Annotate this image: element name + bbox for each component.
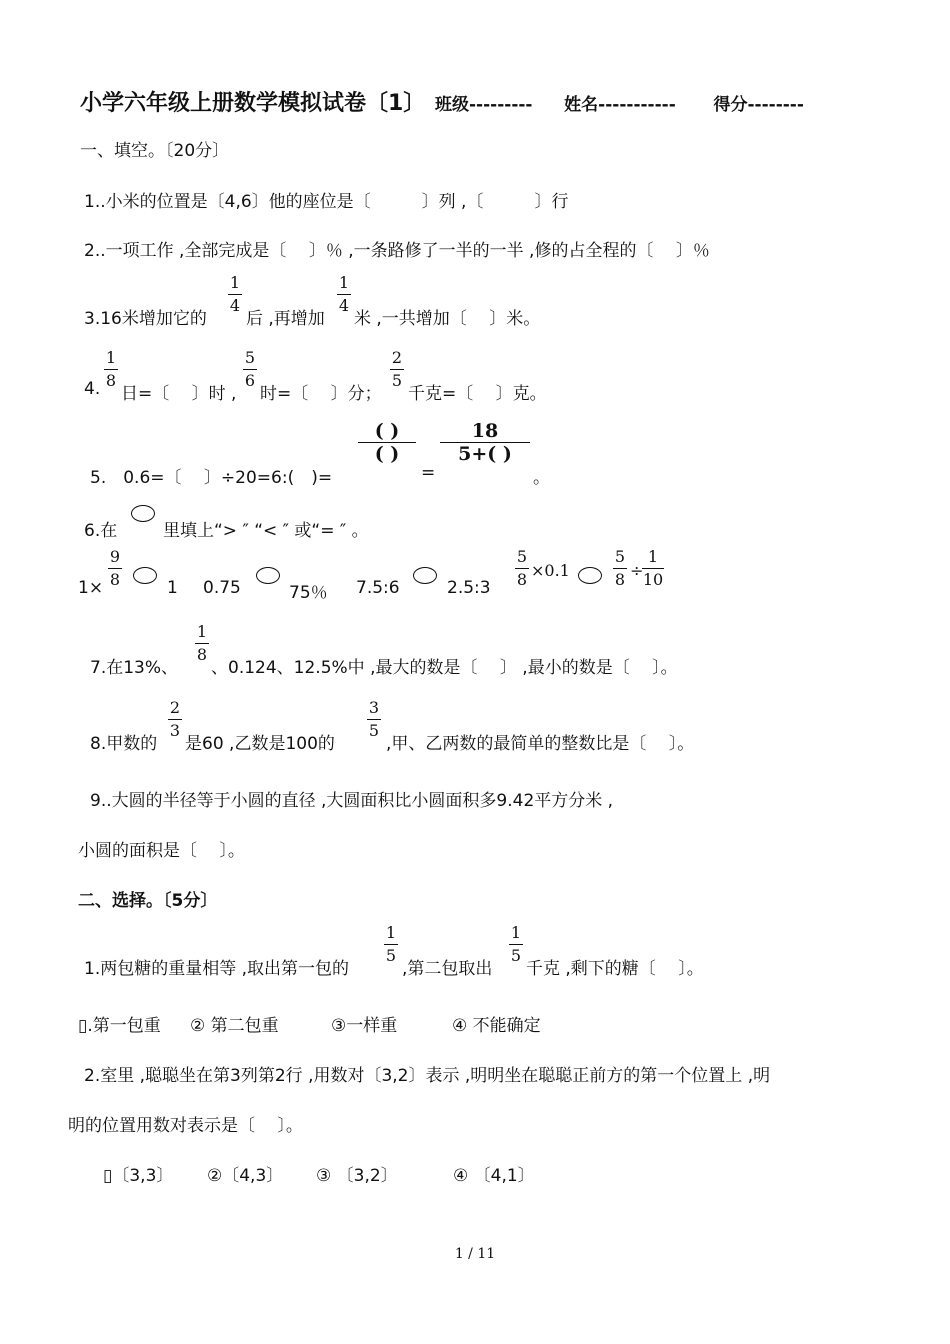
option-3[interactable]: ③ 〔3,2〕 [316,1166,398,1186]
question-1-9-line2: 小圆的面积是〔 〕。 [78,841,245,861]
q4-part-b: 日=〔 〕时 , [121,384,237,404]
q5-part-a: 5. 0.6=〔 〕÷20=6:( )= [90,468,333,488]
denominator: 5 [368,721,380,740]
fraction-blank [358,422,416,463]
section1-heading: 一、填空。〔20分〕 [80,141,230,161]
option-3[interactable]: ③一样重 [331,1016,398,1036]
denominator: 8 [105,371,117,390]
numerator: 5 [244,348,256,367]
numerator: 9 [109,547,121,566]
numerator: 5 [614,547,626,566]
fraction [243,349,257,390]
fraction [515,548,529,589]
q8-part-c: ,甲、乙两数的最简单的整数比是〔 〕。 [386,734,695,754]
fraction [104,349,118,390]
numerator: 1 [229,273,241,292]
q6-item2-b: 75％ [289,583,328,603]
numerator: ( ) [374,420,400,442]
s2q1-part-c: 千克 ,剩下的糖〔 〕。 [526,959,704,979]
denominator: 5 [385,946,397,965]
fraction [367,699,381,740]
option-2[interactable]: ②〔4,3〕 [207,1166,284,1186]
fraction [613,548,627,589]
fraction-18 [440,422,530,463]
q6-item3-a: 7.5:6 [356,578,400,598]
q6-item1-b: 1 [167,578,178,598]
fraction [108,548,122,589]
denominator: 8 [614,570,626,589]
numerator: 1 [105,348,117,367]
denominator: 5 [391,371,403,390]
question-2-2-line2: 明的位置用数对表示是〔 〕。 [68,1116,303,1136]
q7-part-b: 、0.124、12.5%中 ,最大的数是〔 〕 ,最小的数是〔 〕。 [211,658,678,678]
fraction [384,924,398,965]
q8-part-a: 8.甲数的 [90,734,158,754]
denominator: 5+( ) [458,443,512,465]
q5-equals: = [421,463,436,483]
fraction [390,349,404,390]
q6-item3-b: 2.5:3 [447,578,491,598]
denominator: 5 [510,946,522,965]
compare-circle[interactable] [578,567,602,584]
denominator: 6 [244,371,256,390]
compare-circle [131,505,155,522]
option-2[interactable]: ② 第二包重 [190,1016,279,1036]
denominator: ( ) [374,443,400,465]
compare-circle[interactable] [413,567,437,584]
q4-part-d: 千克=〔 〕克。 [408,384,547,404]
fraction [228,274,242,315]
q6-item4-div: ÷ [630,561,644,580]
fraction [642,548,664,589]
question-2-2-line1: 2.室里 ,聪聪坐在第3列第2行 ,用数对〔3,2〕表示 ,明明坐在聪聪正前方的第一个位置上 ,明 [84,1066,771,1086]
q6-item2-a: 0.75 [203,578,241,598]
denominator: 8 [516,570,528,589]
option-1[interactable]: ▯〔3,3〕 [103,1166,174,1186]
q4-part-c: 时=〔 〕分； [260,384,382,404]
numerator: 3 [368,698,380,717]
denominator: 10 [642,570,664,589]
fraction [168,699,182,740]
numerator: 18 [471,420,499,442]
score-field: 得分-------- [713,95,804,115]
compare-circle[interactable] [256,567,280,584]
denominator: 3 [169,721,181,740]
numerator: 5 [516,547,528,566]
q6-part-a: 6.在 [84,521,118,541]
option-4[interactable]: ④ 不能确定 [452,1016,541,1036]
q3-part-a: 3.16米增加它的 [84,309,207,329]
name-field: 姓名----------- [564,95,676,115]
q3-part-c: 米 ,一共增加〔 〕米。 [354,309,541,329]
fraction [509,924,523,965]
numerator: 1 [385,923,397,942]
s2q1-part-a: 1.两包糖的重量相等 ,取出第一包的 [84,959,350,979]
numerator: 1 [647,547,659,566]
section2-heading: 二、选择。〔5分〕 [78,891,218,911]
denominator: 8 [196,645,208,664]
numerator: 1 [510,923,522,942]
q6-item4-mult: ×0.1 [531,561,570,580]
s2q1-part-b: ,第二包取出 [402,959,493,979]
denominator: 8 [109,570,121,589]
q4-part-a: 4. [84,379,101,399]
numerator: 1 [338,273,350,292]
fraction [195,623,209,664]
denominator: 4 [338,296,350,315]
q5-end: 。 [533,468,550,488]
page-title [80,86,804,117]
q6-item1-a: 1× [78,578,104,598]
numerator: 2 [391,348,403,367]
title-main: 小学六年级上册数学模拟试卷〔1〕 [80,91,426,116]
numerator: 2 [169,698,181,717]
question-1-2: 2..一项工作 ,全部完成是〔 〕％ ,一条路修了一半的一半 ,修的占全程的〔 〕％ [84,241,710,261]
q6-part-b: 里填上“> ″ “< ″ 或“= ″ 。 [163,521,369,541]
numerator: 1 [196,622,208,641]
class-field: 班级--------- [434,95,533,115]
question-1-1: 1..小米的位置是〔4,6〕他的座位是〔 〕列 ,〔 〕行 [84,192,569,212]
option-4[interactable]: ④ 〔4,1〕 [453,1166,535,1186]
fraction [337,274,351,315]
q7-part-a: 7.在13%、 [90,658,179,678]
question-1-9-line1: 9..大圆的半径等于小圆的直径 ,大圆面积比小圆面积多9.42平方分米 , [90,791,614,811]
page-number: 1 / 11 [454,1246,496,1262]
denominator: 4 [229,296,241,315]
q8-part-b: 是60 ,乙数是100的 [185,734,335,754]
option-1[interactable]: ▯.第一包重 [78,1016,161,1036]
q3-part-b: 后 ,再增加 [246,309,325,329]
compare-circle[interactable] [133,567,157,584]
